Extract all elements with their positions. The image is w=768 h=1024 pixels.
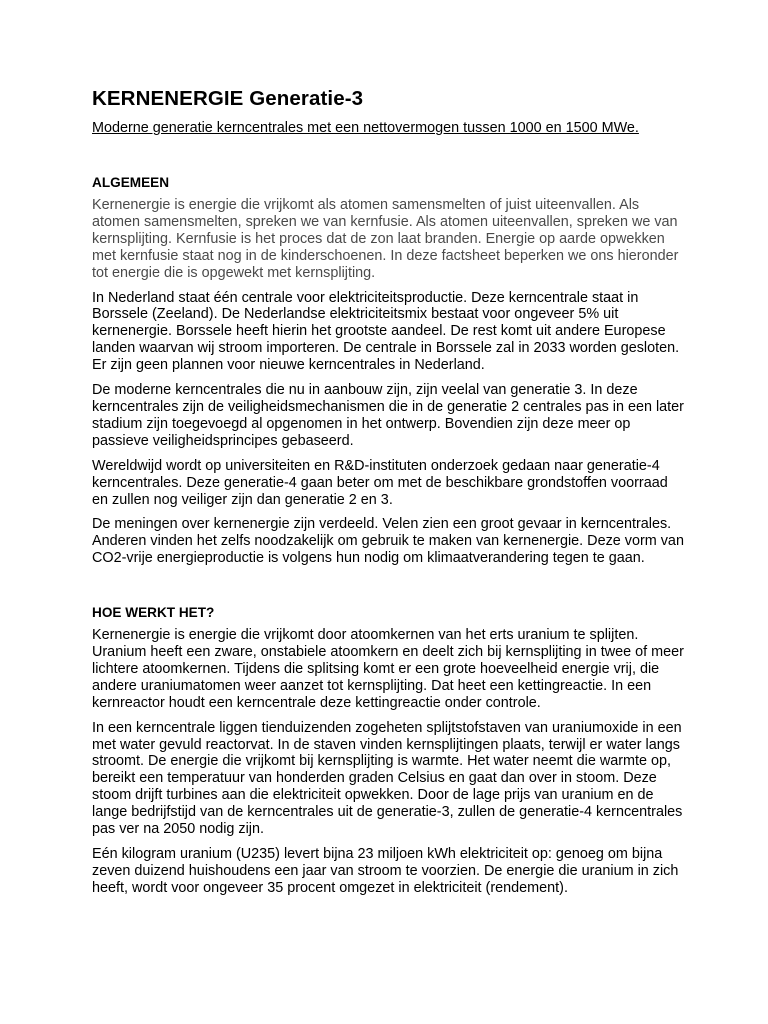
paragraph: De moderne kerncentrales die nu in aanbouw zijn, zijn veelal van generatie 3. In deze kerncentrales zijn de veiligheidsmechanismen die in de generatie 2 centrales pas in een later stadium zijn toegevoegd al opgenomen in het ontwerp. Bovendien zijn deze meer op passieve veiligheidsprincipes gebaseerd. <box>92 382 684 449</box>
document-subtitle: Moderne generatie kerncentrales met een nettovermogen tussen 1000 en 1500 MWe. <box>92 120 639 136</box>
section-heading: ALGEMEEN <box>92 175 170 190</box>
paragraph: Kernenergie is energie die vrijkomt door atoomkernen van het erts uranium te splijten. Uranium heeft een zware, onstabiele atoomkern en deelt zich bij kernsplijting in twee of meer lichtere atoomkernen. Tijdens die splitsing komt er een grote hoeveelheid energie vrij, die andere uraniumatomen weer aanzet tot kernsplijting. Dat heet een kettingreactie. In een kernreactor houdt een kerncentrale deze kettingreactie onder controle. <box>92 627 684 711</box>
paragraph: In een kerncentrale liggen tienduizenden zogeheten splijtstofstaven van uraniumoxide in een met water gevuld reactorvat. In de staven vinden kernsplijtingen plaats, terwijl er water langs stroomt. De energie die vrijkomt bij kernsplijting is warmte. Het water neemt die warmte op, bereikt een temperatuur van honderden graden Celsius en gaat dan over in stoom. Deze stoom drijft turbines aan die elektriciteit opwekken. Door de lage prijs van uranium en de lange bedrijfstijd van de kerncentrales uit de generatie-3, zullen de generatie-4 kerncentrales pas ver na 2050 nodig zijn. <box>92 719 683 838</box>
section-algemeen <box>92 174 684 567</box>
paragraph: De meningen over kernenergie zijn verdeeld. Velen zien een groot gevaar in kerncentrales. Anderen vinden het zelfs noodzakelijk om gebruik te maken van kernenergie. Deze vorm van CO2-vrije energieproductie is volgens hun nodig om klimaatverandering tegen te gaan. <box>92 516 684 567</box>
paragraph: Eén kilogram uranium (U235) levert bijna 23 miljoen kWh elektriciteit op: genoeg om bijna zeven duizend huishoudens een jaar van stroom te voorzien. De energie die uranium in zich heeft, wordt voor ongeveer 35 procent omgezet in elektriciteit (rendement). <box>92 846 679 896</box>
paragraph: Wereldwijd wordt op universiteiten en R&D-instituten onderzoek gedaan naar generatie-4 kerncentrales. Deze generatie-4 gaan beter om met de beschikbare grondstoffen voorraad en zullen nog veiliger zijn dan generatie 2 en 3. <box>92 457 668 508</box>
section-hoe-werkt-het <box>92 604 684 897</box>
document-page <box>92 86 684 905</box>
section-heading: HOE WERKT HET? <box>92 605 215 621</box>
paragraph: In Nederland staat één centrale voor elektriciteitsproductie. Deze kerncentrale staat in Borssele (Zeeland). De Nederlandse elektriciteitsmix bestaat voor ongeveer 5% uit kernenergie. Borssele heeft hierin het grootste aandeel. De rest komt uit andere Europese landen waarvan wij stroom importeren. De centrale in Borssele zal in 2033 worden gesloten. Er zijn geen plannen voor nieuwe kerncentrales in Nederland. <box>92 289 680 374</box>
section-spacer <box>92 575 684 604</box>
document-title: KERNENERGIE Generatie-3 <box>92 87 364 110</box>
paragraph: Kernenergie is energie die vrijkomt als atomen samensmelten of juist uiteenvallen. Als atomen samensmelten, spreken we van kernfusie. Als atomen uiteenvallen, spreken we van kernsplijting. Kernfusie is het proces dat de zon laat branden. Energie op aarde opwekken met kernfusie staat nog in de kinderschoenen. In deze factsheet beperken we ons hieronder tot energie die is opgewekt met kernsplijting. <box>92 197 679 281</box>
